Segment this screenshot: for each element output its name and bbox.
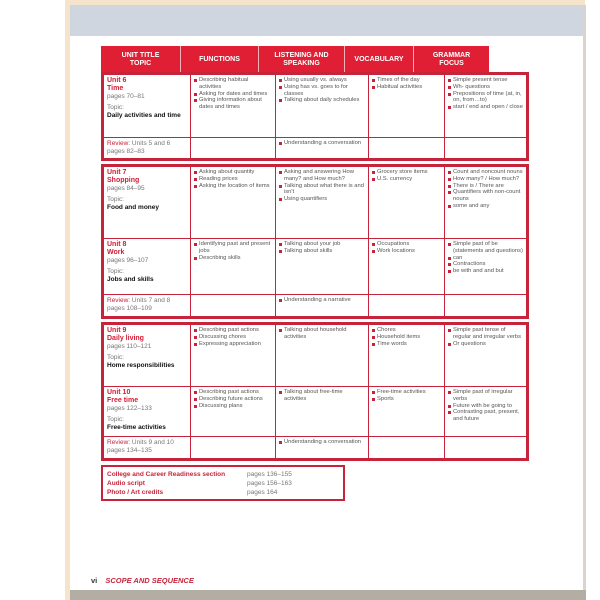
list-item: Understanding a conversation bbox=[279, 140, 365, 147]
review-vocabulary-cell bbox=[369, 437, 445, 459]
back-matter-label: Audio script bbox=[107, 480, 145, 487]
review-label: Review: bbox=[107, 140, 131, 147]
running-title: SCOPE AND SEQUENCE bbox=[105, 576, 194, 585]
listening-list bbox=[279, 241, 365, 255]
review-units: Units 7 and 8 bbox=[130, 297, 171, 304]
grammar-list bbox=[448, 389, 523, 423]
topic: Home responsibilities bbox=[107, 362, 175, 369]
functions-list bbox=[194, 327, 272, 347]
list-item: Contrasting past, present, and future bbox=[448, 409, 523, 423]
review-row bbox=[104, 437, 527, 459]
vocabulary-list bbox=[372, 77, 441, 91]
list-item: Time words bbox=[372, 341, 441, 348]
vocabulary-list bbox=[372, 169, 441, 183]
functions-cell bbox=[191, 387, 276, 437]
list-item: Asking and answering How many? and How much? bbox=[279, 169, 365, 183]
list-item: Prepositions of time (at, in, on, from…to) bbox=[448, 91, 523, 105]
folio bbox=[91, 576, 194, 585]
topic-label: Topic: bbox=[107, 104, 124, 111]
list-item: Or questions bbox=[448, 341, 523, 348]
list-item: Asking for dates and times bbox=[194, 91, 272, 98]
review-pages: pages 82–83 bbox=[107, 148, 145, 155]
vocabulary-cell bbox=[369, 167, 445, 239]
grammar-list bbox=[448, 169, 523, 210]
topic-label: Topic: bbox=[107, 416, 124, 423]
list-item: Wh- questions bbox=[448, 84, 523, 91]
list-item: Describing skills bbox=[194, 255, 272, 262]
grammar-cell bbox=[445, 167, 527, 239]
listening-cell bbox=[276, 387, 369, 437]
list-item: Using quantifiers bbox=[279, 196, 365, 203]
list-item: Describing future actions bbox=[194, 396, 272, 403]
unit-pages: pages 122–133 bbox=[107, 405, 152, 412]
listening-list bbox=[279, 327, 365, 341]
unit-title: Time bbox=[107, 85, 124, 92]
list-item: Giving information about dates and times bbox=[194, 97, 272, 111]
unit-cell bbox=[104, 167, 191, 239]
vocabulary-cell bbox=[369, 387, 445, 437]
vocabulary-cell bbox=[369, 239, 445, 295]
list-item: Habitual activities bbox=[372, 84, 441, 91]
list-item: Reading prices bbox=[194, 176, 272, 183]
unit-cell bbox=[104, 239, 191, 295]
unit-pages: pages 84–95 bbox=[107, 185, 145, 192]
header-band bbox=[70, 5, 583, 36]
block-units-6 bbox=[101, 72, 529, 161]
list-item: Using has vs. goes to for classes bbox=[279, 84, 365, 98]
list-item: Simple present tense bbox=[448, 77, 523, 84]
functions-list bbox=[194, 389, 272, 409]
header-listening-speaking: LISTENING AND SPEAKING bbox=[259, 46, 345, 73]
unit-number: Unit 8 bbox=[107, 241, 127, 248]
grammar-cell bbox=[445, 325, 527, 387]
header-unit-title-topic: UNIT TITLE TOPIC bbox=[101, 46, 181, 73]
list-item: Describing past actions bbox=[194, 389, 272, 396]
book-page bbox=[70, 5, 583, 590]
list-item: Discussing plans bbox=[194, 403, 272, 410]
unit-pages: pages 110–121 bbox=[107, 343, 152, 350]
list-item: Contractions bbox=[448, 261, 523, 268]
block-units-9-10 bbox=[101, 322, 529, 461]
table-header bbox=[101, 46, 489, 73]
review-pages: pages 108–109 bbox=[107, 305, 152, 312]
list-item: U.S. currency bbox=[372, 176, 441, 183]
unit-pages: pages 96–107 bbox=[107, 257, 149, 264]
unit-row bbox=[104, 239, 527, 295]
unit-row bbox=[104, 387, 527, 437]
topic-label: Topic: bbox=[107, 196, 124, 203]
functions-cell bbox=[191, 325, 276, 387]
back-matter-label: College and Career Readiness section bbox=[107, 471, 226, 478]
functions-list bbox=[194, 169, 272, 189]
unit-pages: pages 70–81 bbox=[107, 93, 145, 100]
unit-row bbox=[104, 75, 527, 138]
list-item: Chores bbox=[372, 327, 441, 334]
list-item: some and any bbox=[448, 203, 523, 210]
block-units-7-8 bbox=[101, 164, 529, 319]
page-edge-right bbox=[583, 5, 586, 595]
review-listening-cell bbox=[276, 295, 369, 317]
list-item: There is / There are bbox=[448, 183, 523, 190]
back-matter-pages: pages 136–155 bbox=[247, 471, 292, 478]
topic: Jobs and skills bbox=[107, 276, 154, 283]
unit-cell bbox=[104, 387, 191, 437]
list-item: Simple past of be (statements and questions) bbox=[448, 241, 523, 255]
back-matter-row bbox=[107, 470, 339, 479]
listening-cell bbox=[276, 75, 369, 138]
grammar-list bbox=[448, 327, 523, 347]
header-vocabulary: VOCABULARY bbox=[345, 46, 414, 73]
unit-number: Unit 9 bbox=[107, 327, 127, 334]
header-grammar-focus: GRAMMAR FOCUS bbox=[432, 51, 471, 67]
list-item: Quantifiers with non-count nouns bbox=[448, 189, 523, 203]
review-grammar-cell bbox=[445, 295, 527, 317]
unit-title: Daily living bbox=[107, 335, 144, 342]
list-item: Talking about skills bbox=[279, 248, 365, 255]
topic-label: Topic: bbox=[107, 268, 124, 275]
functions-list bbox=[194, 241, 272, 261]
list-item: Future with be going to bbox=[448, 403, 523, 410]
unit-row bbox=[104, 325, 527, 387]
list-item: Asking about quantity bbox=[194, 169, 272, 176]
review-cell bbox=[104, 138, 191, 159]
listening-list bbox=[279, 77, 365, 104]
list-item: Times of the day bbox=[372, 77, 441, 84]
review-row bbox=[104, 295, 527, 317]
unit-cell bbox=[104, 75, 191, 138]
list-item: start / end and open / close bbox=[448, 104, 523, 111]
review-label: Review: bbox=[107, 439, 131, 446]
list-item: Free-time activities bbox=[372, 389, 441, 396]
grammar-cell bbox=[445, 75, 527, 138]
review-functions-cell bbox=[191, 437, 276, 459]
list-item: Household items bbox=[372, 334, 441, 341]
review-functions-cell bbox=[191, 138, 276, 159]
list-item: Count and noncount nouns bbox=[448, 169, 523, 176]
unit-number: Unit 7 bbox=[107, 169, 127, 176]
list-item: Understanding a conversation bbox=[279, 439, 365, 446]
list-item: Occupations bbox=[372, 241, 441, 248]
vocabulary-cell bbox=[369, 75, 445, 138]
unit-number: Unit 10 bbox=[107, 389, 131, 396]
back-matter-pages: pages 156–163 bbox=[247, 480, 292, 487]
list-item: Discussing chores bbox=[194, 334, 272, 341]
unit-number: Unit 6 bbox=[107, 77, 127, 84]
list-item: Asking the location of items bbox=[194, 183, 272, 190]
list-item: Talking about free-time activities bbox=[279, 389, 365, 403]
vocabulary-list bbox=[372, 241, 441, 255]
functions-list bbox=[194, 77, 272, 111]
list-item: Describing habitual activities bbox=[194, 77, 272, 91]
list-item: Simple past of irregular verbs bbox=[448, 389, 523, 403]
listening-cell bbox=[276, 239, 369, 295]
list-item: Sports bbox=[372, 396, 441, 403]
unit-title: Free time bbox=[107, 397, 139, 404]
back-matter-label: Photo / Art credits bbox=[107, 489, 164, 496]
unit-title: Work bbox=[107, 249, 125, 256]
vocabulary-list bbox=[372, 327, 441, 347]
review-grammar-cell bbox=[445, 138, 527, 159]
review-functions-cell bbox=[191, 295, 276, 317]
page-edge-bottom bbox=[70, 590, 586, 600]
listening-list bbox=[279, 389, 365, 403]
vocabulary-list bbox=[372, 389, 441, 403]
list-item: Using usually vs. always bbox=[279, 77, 365, 84]
functions-cell bbox=[191, 167, 276, 239]
back-matter-row bbox=[107, 479, 339, 488]
list-item: Expressing appreciation bbox=[194, 341, 272, 348]
list-item: Work locations bbox=[372, 248, 441, 255]
review-cell bbox=[104, 437, 191, 459]
functions-cell bbox=[191, 239, 276, 295]
topic: Free-time activities bbox=[107, 424, 166, 431]
list-item: Talking about what there is and isn't bbox=[279, 183, 365, 197]
review-vocabulary-cell bbox=[369, 295, 445, 317]
list-item: How many? / How much? bbox=[448, 176, 523, 183]
review-grammar-cell bbox=[445, 437, 527, 459]
review-units: Units 5 and 6 bbox=[130, 140, 171, 147]
functions-cell bbox=[191, 75, 276, 138]
back-matter-row bbox=[107, 488, 339, 497]
list-item: Grocery store items bbox=[372, 169, 441, 176]
review-label: Review: bbox=[107, 297, 131, 304]
review-row bbox=[104, 138, 527, 159]
unit-cell bbox=[104, 325, 191, 387]
listening-cell bbox=[276, 325, 369, 387]
grammar-cell bbox=[445, 387, 527, 437]
list-item: Describing past actions bbox=[194, 327, 272, 334]
list-item: Talking about your job bbox=[279, 241, 365, 248]
list-item: Talking about household activities bbox=[279, 327, 365, 341]
topic-label: Topic: bbox=[107, 354, 124, 361]
unit-title: Shopping bbox=[107, 177, 140, 184]
grammar-list bbox=[448, 241, 523, 275]
listening-cell bbox=[276, 167, 369, 239]
grammar-cell bbox=[445, 239, 527, 295]
review-units: Units 9 and 10 bbox=[130, 439, 174, 446]
header-functions: FUNCTIONS bbox=[181, 46, 259, 73]
vocabulary-cell bbox=[369, 325, 445, 387]
list-item: be with and and but bbox=[448, 268, 523, 275]
list-item: Talking about daily schedules bbox=[279, 97, 365, 104]
topic: Food and money bbox=[107, 204, 159, 211]
topic: Daily activities and time bbox=[107, 112, 181, 119]
review-pages: pages 134–135 bbox=[107, 447, 152, 454]
page-number: vi bbox=[91, 576, 98, 585]
back-matter-box bbox=[101, 465, 345, 501]
review-listening-cell bbox=[276, 138, 369, 159]
review-vocabulary-cell bbox=[369, 138, 445, 159]
list-item: Identifying past and present jobs bbox=[194, 241, 272, 255]
review-cell bbox=[104, 295, 191, 317]
back-matter-pages: pages 164 bbox=[247, 489, 278, 496]
list-item: Understanding a narrative bbox=[279, 297, 365, 304]
list-item: can bbox=[448, 255, 523, 262]
unit-row bbox=[104, 167, 527, 239]
review-listening-cell bbox=[276, 437, 369, 459]
listening-list bbox=[279, 169, 365, 203]
grammar-list bbox=[448, 77, 523, 111]
list-item: Simple past tense of regular and irregular verbs bbox=[448, 327, 523, 341]
